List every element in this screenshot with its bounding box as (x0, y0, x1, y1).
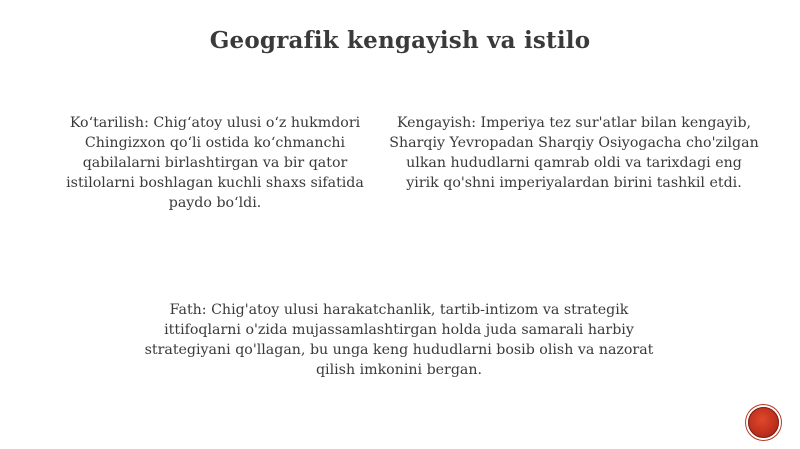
expansion-text-block: Kengayish: Imperiya tez sur'atlar bilan kengayib, Sharqiy Yevropadan Sharqiy Osiyogacha cho'zilgan ulkan hududlarni qamrab oldi va tarixdagi eng yirik qo'shni imperiyalardan birini tashkil etdi. (389, 115, 759, 191)
slide-title: Geografik kengayish va istilo (209, 27, 591, 54)
conquest-text-block: Fath: Chig'atoy ulusi harakatchanlik, tartib-intizom va strategik ittifoqlarni o'zida mujassamlashtirgan holda juda samarali harbiy strategiyani qo'llagan, bu unga keng hududlarni bosib olish va nazorat qilish imkonini bergan. (144, 302, 654, 378)
rise-text-block: Ko‘tarilish: Chig‘atoy ulusi o‘z hukmdori Chingizxon qo‘li ostida ko‘chmanchi qabilalarni birlashtirgan va bir qator istilolarni boshlagan kuchli shaxs sifatida paydo bo‘ldi. (66, 115, 364, 211)
slide-nav-button[interactable] (748, 407, 779, 438)
